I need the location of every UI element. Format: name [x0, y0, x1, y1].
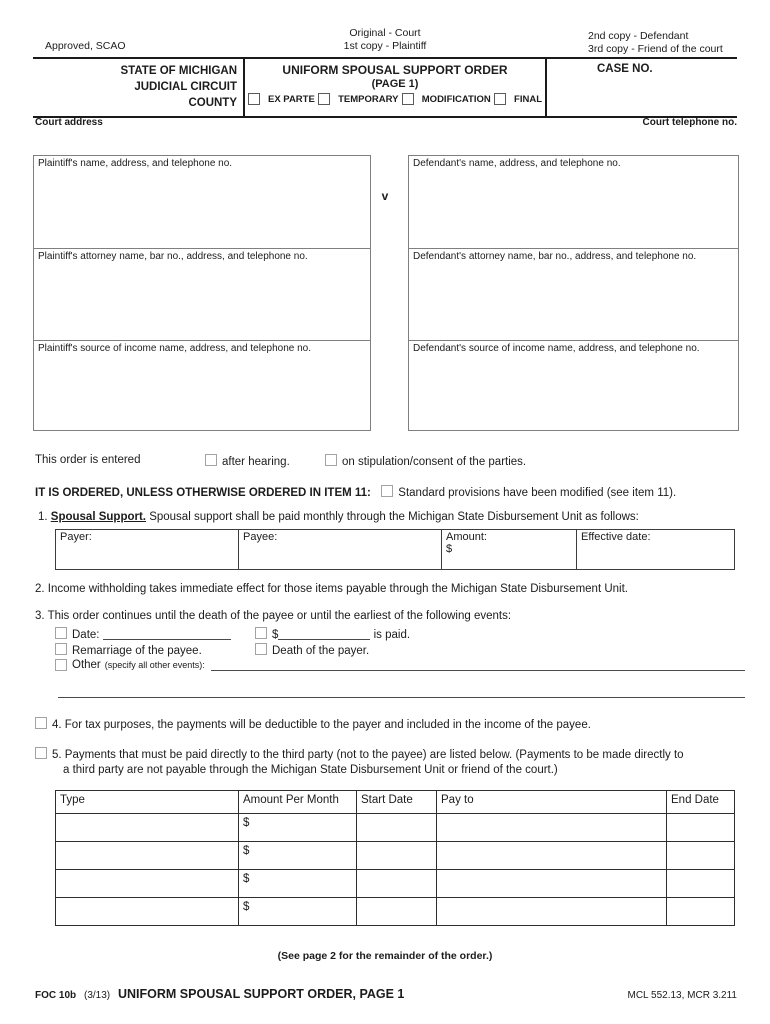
start-date-cell[interactable]	[356, 814, 436, 841]
checkbox-item4[interactable]	[35, 717, 47, 729]
type-cell[interactable]	[56, 814, 238, 841]
form-title-block	[243, 59, 547, 116]
checkbox-amount-paid[interactable]	[255, 627, 267, 639]
amount-paid-dollar: $	[272, 629, 279, 641]
plaintiff-income-source-box[interactable]	[34, 340, 370, 430]
checkbox-temporary[interactable]	[318, 93, 330, 105]
checkbox-item5[interactable]	[35, 747, 47, 759]
versus-label: v	[381, 189, 389, 203]
payments-table-row	[56, 897, 734, 925]
temporary-label: TEMPORARY	[338, 93, 399, 105]
footer-form-number: FOC 10b	[35, 990, 77, 1001]
checkbox-modification[interactable]	[402, 93, 414, 105]
court-name-block	[33, 59, 243, 116]
copy-foc-label: 3rd copy - Friend of the court	[588, 43, 723, 55]
defendant-income-source-label: Defendant's source of income name, address, and telephone no.	[413, 343, 700, 354]
see-page2-note: (See page 2 for the remainder of the order.)	[277, 950, 493, 962]
pay-to-cell[interactable]	[436, 898, 666, 925]
copy-original-label: Original - Court	[349, 27, 421, 39]
modification-label: MODIFICATION	[421, 93, 491, 105]
checkbox-date[interactable]	[55, 627, 67, 639]
amount-cell[interactable]	[238, 870, 356, 897]
checkbox-final[interactable]	[494, 93, 506, 105]
checkbox-standard-provisions[interactable]	[381, 485, 393, 497]
end-date-cell[interactable]	[666, 898, 734, 925]
amount-cell[interactable]	[238, 814, 356, 841]
end-date-cell[interactable]	[666, 814, 734, 841]
amount-dollar-sign: $	[446, 543, 453, 555]
form-title: UNIFORM SPOUSAL SUPPORT ORDER	[282, 63, 508, 77]
payments-table-header	[56, 791, 734, 813]
copy-defendant-label: 2nd copy - Defendant	[588, 30, 689, 42]
amount-paid-blank[interactable]	[278, 628, 370, 640]
amount-cell[interactable]	[238, 898, 356, 925]
date-label: Date:	[72, 629, 100, 641]
dollar-sign: $	[243, 901, 250, 913]
effective-date-label: Effective date:	[581, 531, 651, 543]
plaintiff-name-label: Plaintiff's name, address, and telephone no.	[38, 158, 233, 169]
pay-to-header: Pay to	[436, 791, 666, 813]
copy-distribution-right	[588, 30, 723, 56]
defendant-column	[408, 155, 739, 431]
date-blank[interactable]	[103, 628, 231, 640]
other-label: Other	[72, 659, 101, 671]
judicial-circuit-label: JUDICIAL CIRCUIT	[134, 81, 237, 93]
checkbox-stipulation[interactable]	[325, 454, 337, 466]
payments-table-row	[56, 841, 734, 869]
type-cell[interactable]	[56, 898, 238, 925]
dollar-sign: $	[243, 817, 250, 829]
payee-label: Payee:	[243, 531, 278, 543]
start-date-header: Start Date	[356, 791, 436, 813]
footer-revision: (3/13)	[84, 990, 111, 1001]
remarriage-label: Remarriage of the payee.	[72, 645, 202, 657]
court-telephone-label: Court telephone no.	[642, 117, 737, 128]
stipulation-label: on stipulation/consent of the parties.	[342, 456, 527, 468]
death-of-payer-label: Death of the payer.	[272, 645, 370, 657]
it-is-ordered-label: IT IS ORDERED, UNLESS OTHERWISE ORDERED IN ITEM 11:	[35, 487, 371, 499]
defendant-attorney-box[interactable]	[409, 248, 738, 340]
county-label: COUNTY	[188, 97, 237, 109]
defendant-attorney-label: Defendant's attorney name, bar no., address, and telephone no.	[413, 251, 697, 262]
type-cell[interactable]	[56, 870, 238, 897]
after-hearing-label: after hearing.	[222, 456, 290, 468]
plaintiff-name-box[interactable]	[34, 156, 370, 248]
checkbox-remarriage[interactable]	[55, 643, 67, 655]
end-date-cell[interactable]	[666, 870, 734, 897]
type-header: Type	[60, 794, 85, 806]
pay-to-cell[interactable]	[436, 870, 666, 897]
checkbox-after-hearing[interactable]	[205, 454, 217, 466]
ex-parte-label: EX PARTE	[268, 93, 315, 105]
pay-to-cell[interactable]	[436, 814, 666, 841]
type-cell[interactable]	[56, 842, 238, 869]
item5-line2: a third party are not payable through the Michigan State Disbursement Unit or friend of the court.)	[63, 764, 558, 776]
plaintiff-income-source-label: Plaintiff's source of income name, address, and telephone no.	[38, 343, 312, 354]
amount-label: Amount:	[446, 531, 487, 543]
footer-title: UNIFORM SPOUSAL SUPPORT ORDER, PAGE 1	[118, 987, 405, 1001]
copy-plaintiff-label: 1st copy - Plaintiff	[343, 40, 427, 52]
amount-per-month-header: Amount Per Month	[238, 791, 356, 813]
defendant-name-box[interactable]	[409, 156, 738, 248]
final-label: FINAL	[514, 93, 542, 105]
item2-text: 2. Income withholding takes immediate effect for those items payable through the Michigan State Disbursement Unit.	[35, 583, 628, 595]
effective-date-cell[interactable]	[576, 530, 734, 569]
start-date-cell[interactable]	[356, 842, 436, 869]
payer-label: Payer:	[60, 531, 92, 543]
checkbox-other[interactable]	[55, 659, 67, 671]
footer-citation: MCL 552.13, MCR 3.211	[627, 990, 737, 1001]
payments-table-row	[56, 813, 734, 841]
plaintiff-attorney-label: Plaintiff's attorney name, bar no., address, and telephone no.	[38, 251, 308, 262]
is-paid-label: is paid.	[373, 629, 411, 641]
other-continuation-blank[interactable]	[58, 686, 745, 698]
case-no-cell[interactable]	[547, 59, 737, 116]
end-date-header: End Date	[666, 791, 734, 813]
amount-cell[interactable]	[441, 530, 576, 569]
spousal-support-table	[55, 529, 735, 570]
standard-provisions-label: Standard provisions have been modified (see item 11).	[398, 487, 677, 499]
form-title-page: (PAGE 1)	[371, 78, 419, 90]
order-type-options	[245, 93, 545, 105]
spousal-support-heading: Spousal Support.	[50, 511, 146, 523]
start-date-cell[interactable]	[356, 870, 436, 897]
plaintiff-column	[33, 155, 371, 431]
item3-text: 3. This order continues until the death of the payee or until the earliest of the following events:	[35, 610, 512, 622]
defendant-income-source-box[interactable]	[409, 340, 738, 430]
dollar-sign: $	[243, 845, 250, 857]
third-party-payments-table	[55, 790, 735, 926]
state-of-michigan-label: STATE OF MICHIGAN	[120, 65, 237, 77]
caption-box	[33, 57, 737, 118]
item5-line1: 5. Payments that must be paid directly to the third party (not to the payee) are listed below. (Payments to be made directly to	[52, 749, 684, 761]
payee-cell[interactable]	[238, 530, 441, 569]
dollar-sign: $	[243, 873, 250, 885]
checkbox-death-of-payer[interactable]	[255, 643, 267, 655]
other-specify-label: (specify all other events):	[104, 660, 205, 670]
amount-cell[interactable]	[238, 842, 356, 869]
defendant-name-label: Defendant's name, address, and telephone no.	[413, 158, 621, 169]
payer-cell[interactable]	[56, 530, 238, 569]
plaintiff-attorney-box[interactable]	[34, 248, 370, 340]
order-entered-label: This order is entered	[35, 454, 141, 466]
other-blank[interactable]	[211, 659, 745, 671]
end-date-cell[interactable]	[666, 842, 734, 869]
pay-to-cell[interactable]	[436, 842, 666, 869]
payments-table-row	[56, 869, 734, 897]
approved-scao-label: Approved, SCAO	[45, 40, 126, 52]
item1-number: 1.	[38, 511, 48, 523]
item4-text: 4. For tax purposes, the payments will be deductible to the payer and included in the income of the payee.	[52, 719, 591, 731]
item1-text: Spousal support shall be paid monthly through the Michigan State Disbursement Unit as follows:	[149, 511, 639, 523]
copy-distribution-center	[295, 27, 475, 53]
court-address-label: Court address	[35, 117, 103, 128]
checkbox-ex-parte[interactable]	[248, 93, 260, 105]
case-no-label: CASE NO.	[597, 63, 653, 75]
start-date-cell[interactable]	[356, 898, 436, 925]
